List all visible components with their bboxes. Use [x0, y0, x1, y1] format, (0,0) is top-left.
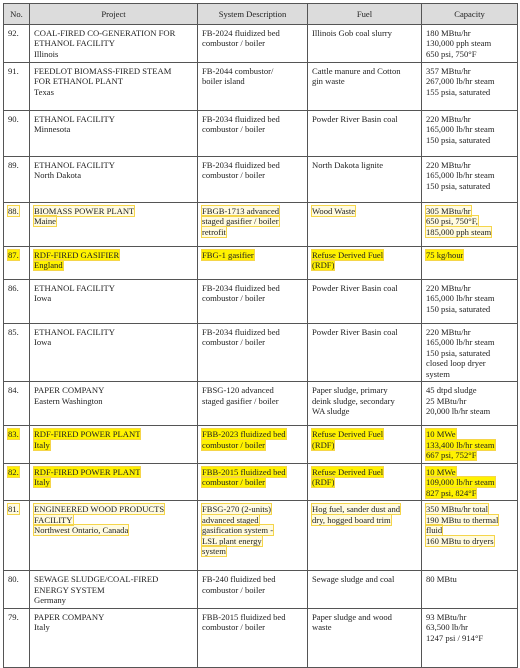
cell-text: RDF-FIRED GASIFIER [34, 250, 120, 260]
cell-capacity [422, 426, 518, 463]
cell-text: combustor / boiler [202, 584, 266, 595]
cell-text: 220 MBtu/hr [426, 160, 471, 170]
cell-text: (RDF) [312, 477, 335, 488]
cell-fuel [308, 280, 422, 324]
cell-text: advanced staged [202, 514, 259, 525]
cell-fuel [308, 324, 422, 382]
cell-text: combustor / boiler [202, 622, 266, 633]
cell-text: FBG-1 gasifier [202, 250, 254, 260]
cell-no [4, 157, 30, 203]
cell-text: boiler island [202, 76, 245, 87]
cell-no [4, 25, 30, 63]
cell-text: 165,000 lb/hr steam [426, 124, 495, 135]
cell-fuel [308, 247, 422, 280]
cell-text: Texas [34, 86, 54, 97]
cell-text: 86. [8, 283, 19, 293]
cell-text: 45 dtpd sludge [426, 385, 477, 396]
cell-no [4, 426, 30, 463]
cell-text: 267,000 lb/hr steam [426, 76, 495, 87]
cell-text: ETHANOL FACILITY [34, 283, 115, 293]
cell-text: 150 psia, saturated [426, 347, 491, 358]
cell-text: ETHANOL FACILITY [34, 38, 115, 49]
cell-text: 10 MWe [426, 466, 456, 477]
cell-text: combustor / boiler [202, 439, 266, 450]
header-row [4, 4, 518, 25]
table-row [4, 324, 518, 382]
cell-text: waste [312, 622, 332, 633]
cell-text: Paper sludge and wood [312, 611, 392, 622]
cell-text: Maine [34, 216, 56, 227]
cell-text: fluid [426, 525, 443, 536]
cell-text: FBB-2015 fluidized bed [202, 611, 286, 622]
cell-capacity [422, 280, 518, 324]
cell-system [198, 111, 308, 157]
cell-text: ETHANOL FACILITY [34, 160, 115, 170]
header-project: Project [30, 4, 198, 25]
cell-text: combustor / boiler [202, 170, 266, 181]
cell-text: 10 MWe [426, 429, 456, 440]
cell-text: FBGB-1713 advanced [202, 206, 280, 216]
cell-text: Powder River Basin coal [312, 283, 398, 293]
cell-no [4, 382, 30, 426]
table-row [4, 25, 518, 63]
cell-text: FB-2024 fluidized bed [202, 28, 280, 38]
cell-text: 650 psi, 750°F [426, 48, 477, 59]
cell-text: Hog fuel, sander dust and [312, 504, 401, 515]
cell-text: Illinois Gob coal slurry [312, 28, 392, 38]
cell-no [4, 608, 30, 667]
cell-system [198, 203, 308, 247]
cell-text: England [34, 260, 63, 271]
cell-system [198, 382, 308, 426]
cell-text: RDF-FIRED POWER PLANT [34, 429, 141, 440]
cell-no [4, 63, 30, 111]
cell-capacity [422, 608, 518, 667]
cell-text: closed loop dryer [426, 358, 486, 369]
table-row [4, 203, 518, 247]
cell-text: 63,500 lb/hr [426, 622, 469, 633]
table-row [4, 501, 518, 571]
cell-text: PAPER COMPANY [34, 611, 105, 622]
cell-text: 130,000 pph steam [426, 38, 492, 49]
cell-fuel [308, 157, 422, 203]
cell-text: system [202, 546, 226, 557]
cell-no [4, 571, 30, 608]
cell-text: FB-2034 fluidized bed [202, 160, 280, 170]
cell-text: 1247 psi / 914°F [426, 632, 484, 643]
cell-text: staged gasifier / boiler [202, 216, 279, 227]
cell-project [30, 501, 198, 571]
cell-text: FB-2034 fluidized bed [202, 114, 280, 124]
cell-capacity [422, 157, 518, 203]
cell-text: 87. [8, 250, 19, 260]
cell-capacity [422, 63, 518, 111]
cell-text: RDF-FIRED POWER PLANT [34, 466, 141, 477]
cell-capacity [422, 571, 518, 608]
cell-text: Paper sludge, primary [312, 385, 388, 396]
cell-text: Refuse Derived Fuel [312, 429, 384, 440]
cell-text: FBSG-270 (2-units) [202, 504, 271, 515]
cell-text: 190 MBtu to thermal [426, 514, 499, 525]
cell-text: LSL plant energy [202, 535, 262, 546]
cell-text: 92. [8, 28, 19, 38]
table-row [4, 157, 518, 203]
cell-text: Powder River Basin coal [312, 114, 398, 124]
cell-text: Refuse Derived Fuel [312, 250, 384, 260]
cell-text: 25 MBtu/hr [426, 395, 467, 406]
cell-text: 79. [8, 611, 19, 622]
cell-capacity [422, 463, 518, 500]
cell-text: North Dakota [34, 170, 82, 181]
cell-text: Illinois [34, 48, 59, 59]
cell-text: Italy [34, 439, 50, 450]
cell-system [198, 280, 308, 324]
table-body [4, 25, 518, 668]
cell-text: FB-2044 combustor/ [202, 66, 274, 76]
cell-text: FBB-2023 fluidized bed [202, 429, 286, 440]
cell-project [30, 463, 198, 500]
cell-text: Refuse Derived Fuel [312, 466, 384, 477]
cell-no [4, 111, 30, 157]
cell-text: 150 psia, saturated [426, 180, 491, 191]
cell-text: combustor / boiler [202, 337, 266, 348]
cell-text: 89. [8, 160, 19, 170]
cell-text: Wood Waste [312, 206, 356, 216]
cell-capacity [422, 25, 518, 63]
cell-text: 83. [8, 429, 19, 440]
cell-text: Iowa [34, 293, 52, 304]
cell-text: dry, hogged board trim [312, 514, 391, 525]
cell-text: gin waste [312, 76, 345, 87]
cell-no [4, 280, 30, 324]
cell-text: Italy [34, 477, 50, 488]
header-fuel: Fuel [308, 4, 422, 25]
cell-project [30, 571, 198, 608]
cell-text: Cattle manure and Cotton [312, 66, 401, 76]
cell-text: FB-2034 fluidized bed [202, 327, 280, 337]
cell-capacity [422, 203, 518, 247]
cell-text: FEEDLOT BIOMASS-FIRED STEAM [34, 66, 172, 76]
cell-text: 165,000 lb/hr steam [426, 170, 495, 181]
cell-capacity [422, 111, 518, 157]
cell-system [198, 426, 308, 463]
cell-text: 20,000 lb/hr steam [426, 406, 491, 417]
cell-fuel [308, 426, 422, 463]
table-row [4, 63, 518, 111]
cell-project [30, 324, 198, 382]
cell-text: 109,000 lb/hr steam [426, 477, 495, 488]
cell-text: 93 MBtu/hr [426, 611, 467, 622]
cell-text: retrofit [202, 226, 226, 237]
cell-text: combustor / boiler [202, 124, 266, 135]
cell-no [4, 463, 30, 500]
cell-fuel [308, 111, 422, 157]
cell-text: combustor / boiler [202, 293, 266, 304]
cell-text: gasification system - [202, 525, 274, 536]
cell-text: FOR ETHANOL PLANT [34, 76, 123, 87]
cell-text: 90. [8, 114, 19, 124]
cell-text: 150 psia, saturated [426, 303, 491, 314]
header-capacity: Capacity [422, 4, 518, 25]
cell-text: 84. [8, 385, 19, 396]
cell-capacity [422, 501, 518, 571]
table-row [4, 280, 518, 324]
cell-text: ETHANOL FACILITY [34, 114, 115, 124]
cell-text: Sewage sludge and coal [312, 574, 395, 585]
cell-text: 350 MBtu/hr total [426, 504, 489, 515]
cell-project [30, 203, 198, 247]
cell-system [198, 63, 308, 111]
cell-text: 91. [8, 66, 19, 76]
header-system-description: System Description [198, 4, 308, 25]
cell-text: combustor / boiler [202, 38, 266, 49]
cell-system [198, 157, 308, 203]
cell-text: BIOMASS POWER PLANT [34, 206, 135, 216]
cell-no [4, 247, 30, 280]
cell-text: FACILITY [34, 514, 73, 525]
cell-fuel [308, 571, 422, 608]
cell-no [4, 501, 30, 571]
cell-system [198, 324, 308, 382]
cell-text: Powder River Basin coal [312, 327, 398, 337]
cell-text: deink sludge, secondary [312, 395, 395, 406]
cell-text: 667 psi, 752°F [426, 450, 477, 461]
projects-table [3, 3, 518, 668]
cell-capacity [422, 324, 518, 382]
cell-text: FB-240 fluidized bed [202, 574, 276, 585]
cell-fuel [308, 382, 422, 426]
cell-text: staged gasifier / boiler [202, 395, 279, 406]
cell-text: 81. [8, 504, 19, 515]
cell-text: FBSG-120 advanced [202, 385, 274, 396]
header-no: No. [4, 4, 30, 25]
cell-text: North Dakota lignite [312, 160, 384, 170]
cell-text: 88. [8, 206, 19, 216]
cell-text: (RDF) [312, 260, 335, 271]
table-row [4, 571, 518, 608]
cell-text: Iowa [34, 337, 52, 348]
cell-text: 165,000 lb/hr steam [426, 293, 495, 304]
cell-fuel [308, 63, 422, 111]
cell-project [30, 247, 198, 280]
cell-text: combustor / boiler [202, 477, 266, 488]
cell-text: FB-2034 fluidized bed [202, 283, 280, 293]
cell-text: Minnesota [34, 124, 71, 135]
cell-text: 80 MBtu [426, 574, 457, 585]
cell-text: (RDF) [312, 439, 335, 450]
cell-text: system [426, 368, 450, 379]
cell-capacity [422, 247, 518, 280]
cell-system [198, 463, 308, 500]
cell-text: 827 psi, 824°F [426, 487, 477, 498]
cell-text: Northwest Ontario, Canada [34, 525, 129, 536]
cell-project [30, 608, 198, 667]
cell-text: ENGINEERED WOOD PRODUCTS [34, 504, 165, 515]
cell-text: 160 MBtu to dryers [426, 535, 494, 546]
cell-fuel [308, 463, 422, 500]
cell-text: 357 MBtu/hr [426, 66, 471, 76]
cell-text: 80. [8, 574, 19, 585]
cell-project [30, 111, 198, 157]
cell-text: WA sludge [312, 406, 350, 417]
table-row [4, 426, 518, 463]
cell-system [198, 608, 308, 667]
cell-text: COAL-FIRED CO-GENERATION FOR [34, 28, 176, 38]
cell-project [30, 382, 198, 426]
cell-text: 75 kg/hour [426, 250, 464, 260]
cell-text: 220 MBtu/hr [426, 114, 471, 124]
cell-system [198, 501, 308, 571]
cell-project [30, 157, 198, 203]
cell-text: Germany [34, 595, 66, 606]
cell-text: ENERGY SYSTEM [34, 584, 105, 595]
cell-text: 85. [8, 327, 19, 337]
cell-system [198, 25, 308, 63]
cell-fuel [308, 608, 422, 667]
table-row [4, 608, 518, 667]
table-row [4, 463, 518, 500]
cell-system [198, 247, 308, 280]
cell-no [4, 203, 30, 247]
cell-text: 650 psi, 750°F, [426, 216, 478, 227]
cell-text: 305 MBtu/hr [426, 206, 471, 216]
cell-text: 150 psia, saturated [426, 134, 491, 145]
table-row [4, 382, 518, 426]
cell-fuel [308, 25, 422, 63]
cell-text: PAPER COMPANY [34, 385, 105, 396]
cell-fuel [308, 501, 422, 571]
cell-project [30, 426, 198, 463]
cell-project [30, 280, 198, 324]
table-row [4, 247, 518, 280]
cell-text: Italy [34, 622, 50, 633]
cell-project [30, 25, 198, 63]
cell-text: 220 MBtu/hr [426, 283, 471, 293]
cell-text: ETHANOL FACILITY [34, 327, 115, 337]
cell-text: 165,000 lb/hr steam [426, 337, 495, 348]
cell-text: 133,400 lb/hr steam [426, 439, 495, 450]
cell-fuel [308, 203, 422, 247]
cell-project [30, 63, 198, 111]
table-row [4, 111, 518, 157]
cell-text: SEWAGE SLUDGE/COAL-FIRED [34, 574, 159, 585]
cell-text: FBB-2015 fluidized bed [202, 466, 286, 477]
cell-system [198, 571, 308, 608]
cell-text: 82. [8, 466, 19, 477]
cell-text: 155 psia, saturated [426, 86, 491, 97]
cell-text: 185,000 pph steam [426, 226, 492, 237]
cell-text: 220 MBtu/hr [426, 327, 471, 337]
cell-no [4, 324, 30, 382]
cell-text: Eastern Washington [34, 395, 103, 406]
cell-text: 180 MBtu/hr [426, 28, 471, 38]
cell-capacity [422, 382, 518, 426]
